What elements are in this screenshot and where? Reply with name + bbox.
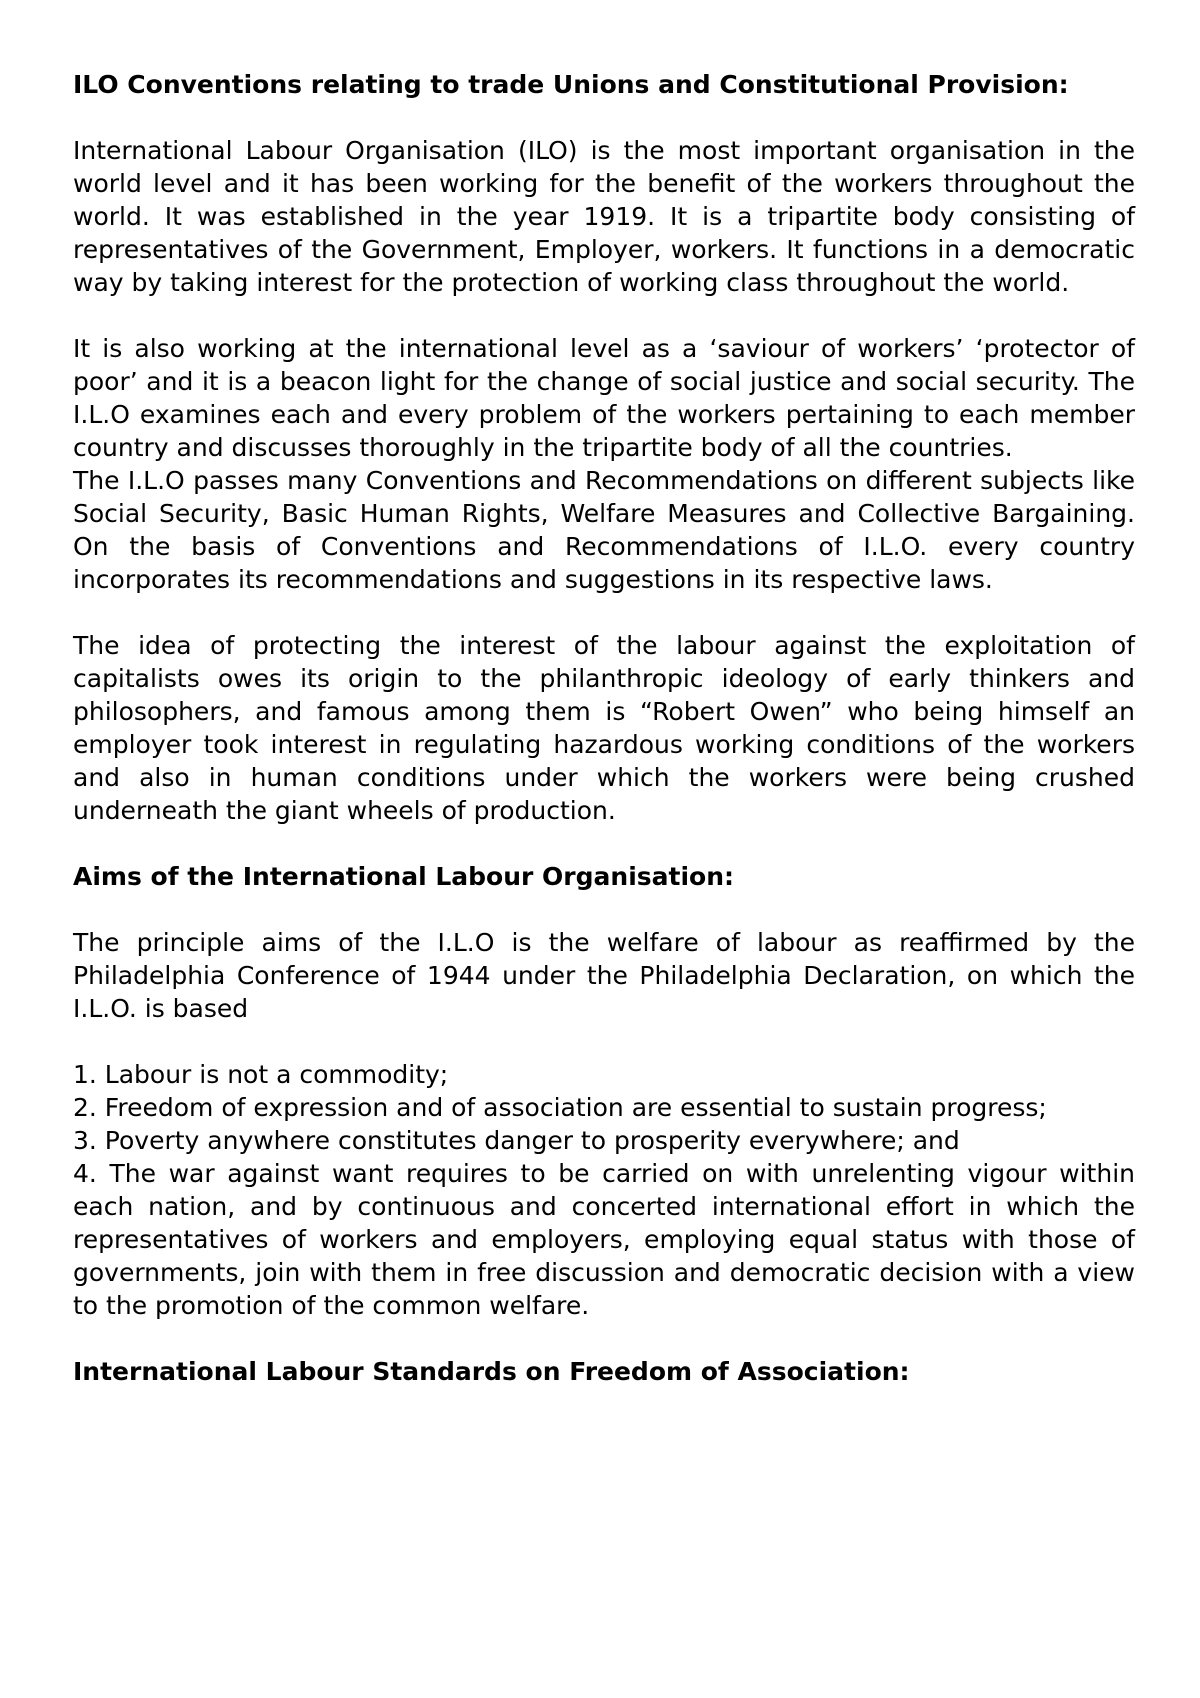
- paragraph-robert-owen: The idea of protecting the interest of the labour against the exploitation of capitalists owes its origin to the philanthropic ideology of early thinkers and philosophers, and famous among them is “Robert Owen” who being himself an employer took interest in regulating hazardous working conditions of the workers and also in human conditions under which the workers were being crushed underneath the giant wheels of production.: [73, 631, 1135, 825]
- section-heading-ilo-conventions: ILO Conventions relating to trade Unions and Constitutional Provision:: [73, 70, 1069, 99]
- paragraph-ilo-intro: International Labour Organisation (ILO) is the most important organisation in the world level and it has been working for the benefit of the workers throughout the world. It was established in the year 1919. It is a tripartite body consisting of representatives of the Government, Employer, workers. It functions in a democratic way by taking interest for the protection of working class throughout the world.: [73, 136, 1135, 297]
- document-page: [73, 68, 1135, 1388]
- aim-list-item: 4. The war against want requires to be carried on with unrelenting vigour within each nation, and by continuous and concerted international effort in which the representatives of workers and employers, employing equal status with those of governments, join with them in free discussion and democratic decision with a view to the promotion of the common welfare.: [73, 1159, 1135, 1320]
- paragraph-conventions-recommendations: The I.L.O passes many Conventions and Recommendations on different subjects like Social Security, Basic Human Rights, Welfare Measures and Collective Bargaining. On the basis of Conventions and Recommendations of I.L.O. every country incorporates its recommendations and suggestions in its respective laws.: [73, 466, 1135, 594]
- paragraph-philadelphia-declaration: The principle aims of the I.L.O is the welfare of labour as reaffirmed by the Philadelphia Conference of 1944 under the Philadelphia Declaration, on which the I.L.O. is based: [73, 928, 1135, 1023]
- aim-list-item: 3. Poverty anywhere constitutes danger to prosperity everywhere; and: [73, 1126, 960, 1155]
- section-heading-freedom-of-association: International Labour Standards on Freedom of Association:: [73, 1357, 910, 1386]
- paragraph-saviour-of-workers: It is also working at the international level as a ‘saviour of workers’ ‘protector of poor’ and it is a beacon light for the change of social justice and social security. The I.L.O examines each and every problem of the workers pertaining to each member country and discusses thoroughly in the tripartite body of all the countries.: [73, 334, 1135, 462]
- aim-list-item: 1. Labour is not a commodity;: [73, 1060, 449, 1089]
- section-heading-aims: Aims of the International Labour Organisation:: [73, 862, 735, 891]
- aim-list-item: 2. Freedom of expression and of association are essential to sustain progress;: [73, 1093, 1047, 1122]
